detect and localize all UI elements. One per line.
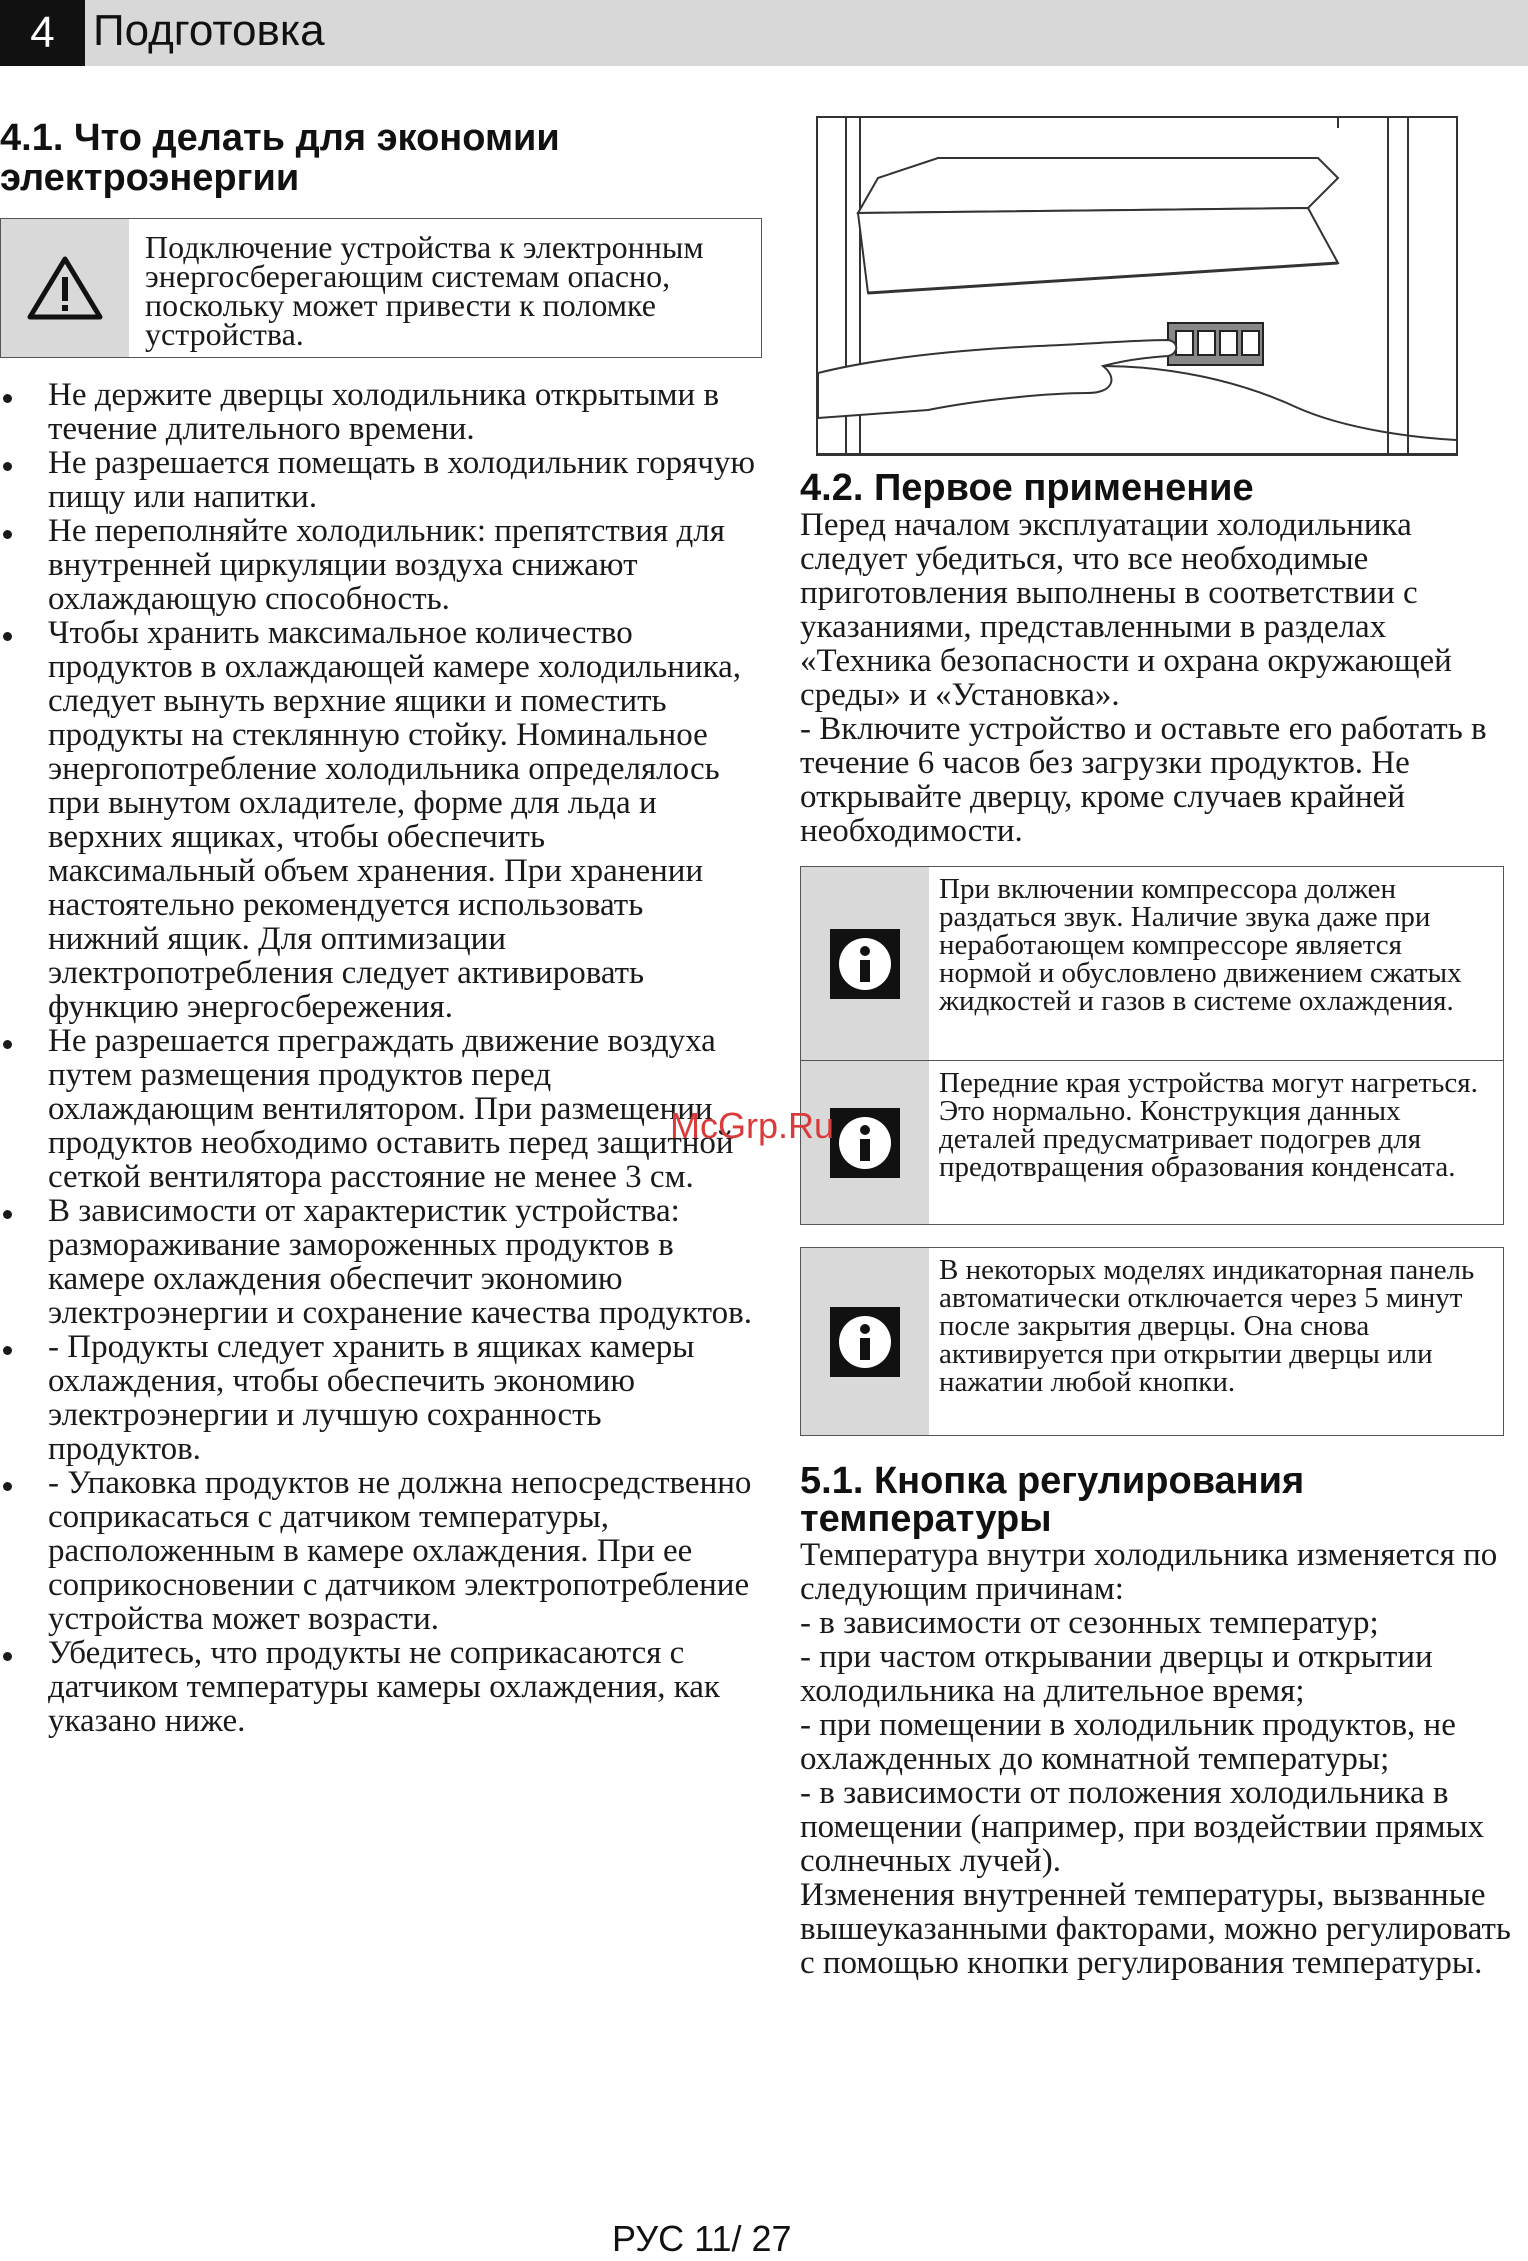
list-item: - Упаковка продуктов не должна непосредственно соприкасаться с датчиком температуры, расположенным в камере охлаждения. При ее соприкосновении с датчиком электропотребление устройства может возрасти. — [0, 1466, 760, 1636]
left-column — [0, 118, 770, 1738]
first-use-paragraph-1: Перед началом эксплуатации холодильника следует убедиться, что все необходимые приготовления выполнены в соответствии с указаниями, представленными в разделах «Техника безопасности и охрана окружающей среды» и «Установка». — [800, 507, 1452, 713]
list-item: Не держите дверцы холодильника открытыми в течение длительного времени. — [0, 378, 760, 446]
energy-tips-list — [0, 378, 760, 1738]
temperature-line: Температура внутри холодильника изменяется по следующим причинам: — [800, 1537, 1498, 1607]
chapter-header — [0, 0, 1528, 66]
list-item: Не разрешается помещать в холодильник горячую пищу или напитки. — [0, 446, 760, 514]
info-icon-cell — [801, 867, 929, 1060]
page-number: РУС 11/ 27 — [612, 2218, 792, 2259]
warning-text: Подключение устройства к электронным энергосберегающим системам опасно, поскольку может привести к поломке устройства. — [145, 229, 704, 352]
info-note — [801, 1061, 1503, 1224]
warning-triangle-icon — [27, 255, 103, 321]
first-use-paragraph-2: - Включите устройство и оставьте его работать в течение 6 часов без загрузки продуктов. Не открывайте дверцу, кроме случаев крайней необходимости. — [800, 711, 1487, 849]
temperature-line: - в зависимости от сезонных температур; — [800, 1605, 1379, 1641]
temperature-line: - при частом открывании дверцы и открытии холодильника на длительное время; — [800, 1639, 1433, 1709]
watermark: McGrp.Ru — [670, 1105, 835, 1146]
fridge-sensor-illustration — [816, 116, 1458, 456]
info-icon-cell — [801, 1248, 929, 1435]
chapter-title: Подготовка — [93, 6, 325, 55]
info-note-text: Передние края устройства могут нагреться. Это нормально. Конструкция данных деталей предусматривает подогрев для предотвращения образования конденсата. — [939, 1067, 1478, 1183]
chapter-number: 4 — [0, 0, 85, 66]
list-item: Чтобы хранить максимальное количество продуктов в охлаждающей камере холодильника, следует вынуть верхние ящики и поместить продукты на стеклянную стойку. Номинальное энергопотребление холодильника определялось при вынутом охладителе, форме для льда и верхних ящиках, чтобы обеспечить максимальный объем хранения. При хранении настоятельно рекомендуется использовать нижний ящик. Для оптимизации электропотребления следует активировать функцию энергосбережения. — [0, 616, 760, 1024]
fridge-shelf-hand-drawing — [818, 118, 1456, 454]
list-item: - Продукты следует хранить в ящиках камеры охлаждения, чтобы обеспечить экономию электроэнергии и лучшую сохранность продуктов. — [0, 1330, 760, 1466]
info-note — [801, 867, 1503, 1061]
section-heading-temperature: 5.1. Кнопка регулирования температуры — [800, 1460, 1305, 1540]
list-item: Не переполняйте холодильник: препятствия для внутренней циркуляции воздуха снижают охлаждающую способность. — [0, 514, 760, 616]
warning-icon-cell — [1, 219, 129, 357]
info-icon — [830, 1108, 900, 1178]
section-heading-energy: 4.1. Что делать для экономии электроэнергии — [0, 117, 560, 199]
info-icon — [830, 1307, 900, 1377]
list-item: Убедитесь, что продукты не соприкасаются с датчиком температуры камеры охлаждения, как указано ниже. — [0, 1636, 760, 1738]
right-column — [800, 116, 1520, 1980]
info-icon — [830, 929, 900, 999]
temperature-line: Изменения внутренней температуры, вызванные вышеуказанными факторами, можно регулировать с помощью кнопки регулирования температуры. — [800, 1877, 1511, 1981]
warning-box — [0, 218, 762, 358]
section-heading-first-use: 4.2. Первое применение — [800, 467, 1254, 509]
temperature-line: - в зависимости от положения холодильника в помещении (например, при воздействии прямых солнечных лучей). — [800, 1775, 1485, 1879]
list-item: Не разрешается преграждать движение воздуха путем размещения продуктов перед охлаждающим вентилятором. При размещении продуктов необходимо оставить перед защитной сеткой вентилятора расстояние не менее 3 см. — [0, 1024, 760, 1194]
info-notes-group — [800, 866, 1504, 1225]
list-item: В зависимости от характеристик устройства: размораживание замороженных продуктов в камере охлаждения обеспечит экономию электроэнергии и сохранение качества продуктов. — [0, 1194, 760, 1330]
temperature-text — [800, 1538, 1520, 1980]
info-note-text: При включении компрессора должен раздаться звук. Наличие звука даже при неработающем компрессоре является нормой и обусловлено движением сжатых жидкостей и газов в системе охлаждения. — [939, 873, 1462, 1017]
temperature-line: - при помещении в холодильник продуктов, не охлажденных до комнатной температуры; — [800, 1707, 1456, 1777]
info-note — [800, 1247, 1504, 1436]
info-note-text: В некоторых моделях индикаторная панель автоматически отключается через 5 минут после закрытия дверцы. Она снова активируется при открытии дверцы или нажатии любой кнопки. — [939, 1254, 1475, 1398]
